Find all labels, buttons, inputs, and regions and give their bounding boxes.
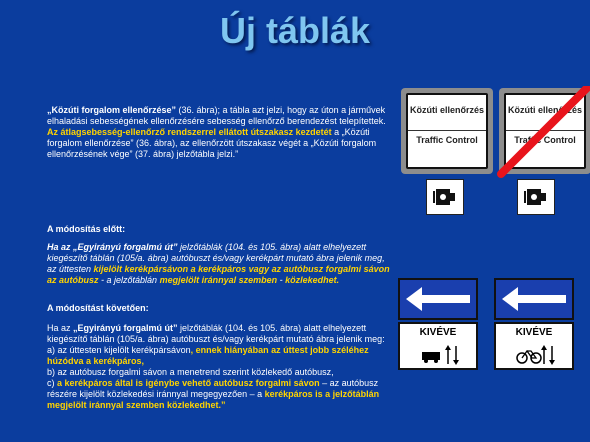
- quote-egyiranyu: Ha az „Egyirányú forgalmú út”: [47, 242, 178, 252]
- text: jelzőtáblák (104. és 105. ábra) alatt elhelyezett kiegészítő táblán (105/a. ábra) autóbuszt és/vagy kerékpárt mutató ábra jelenik meg:: [47, 323, 385, 344]
- text: (36. ábra); a tábla azt jelzi, hogy az úton a járművek elhaladási sebességének ellenőrzésére sebesség ellenőrző berendezést telepítettek.: [47, 105, 386, 126]
- supplementary-plate-bicycle: [494, 322, 574, 370]
- divider: [408, 130, 486, 131]
- sign-traffic-control: [401, 88, 493, 174]
- text: jelzőtáblák (104. és 105. ábra) alatt elhelyezett kiegészítő táblán (105/a. ábra) autóbuszt és/vagy kerékpárt mutató ábra jelenik meg, az úttesten: [47, 242, 385, 274]
- sign-face: [406, 93, 488, 169]
- paragraph-traffic-control: [47, 105, 397, 160]
- bus-icon: [418, 344, 462, 366]
- item-a: a) az úttesten kijelölt kerékpársávon: [47, 345, 191, 355]
- one-way-sign-bus: [398, 278, 478, 320]
- paragraph-after: [47, 323, 397, 411]
- slide-title: Új táblák: [219, 10, 371, 51]
- text: – az autóbusz részére kijelölt közlekedési iránnyal megegyezően – a: [47, 378, 379, 399]
- arrow-left-icon: [400, 280, 476, 318]
- supplementary-plate-bus: [398, 322, 478, 370]
- item-c-highlight-2: kerékpáros is a jelzőtáblán megjelölt iránnyal szemben közlekedhet.”: [47, 389, 380, 410]
- sign-en-text: Traffic Control: [416, 135, 478, 145]
- sign-traffic-control-end: [499, 88, 590, 174]
- item-b: b) az autóbusz forgalmi sávon a menetrend szerint közlekedő autóbusz,: [47, 367, 334, 377]
- speed-camera-icon: [427, 180, 463, 214]
- quote-egyiranyu-2: „Egyirányú forgalmú út”: [73, 323, 178, 333]
- heading-after: A módosítást követően:: [47, 303, 149, 313]
- heading-before: A módosítás előtt:: [47, 224, 126, 234]
- sign-hu-text: Közúti ellenőrzés: [409, 105, 484, 115]
- speed-camera-icon: [518, 180, 554, 214]
- item-c: c): [47, 378, 57, 388]
- text: a „Közúti forgalom ellenőrzése” (36. ábra), az ellenőrzött útszakasz végét a „Közúti forgalom ellenőrzésének vége” (37. ábra) jelzőtábla jelzi.”: [47, 127, 377, 159]
- highlight-savon: kijelölt kerékpársávon a kerékpáros vagy az autóbusz forgalmi sávon az autóbusz: [47, 264, 390, 285]
- item-a-highlight: , ennek hiányában az úttest jobb széléhez húzódva a kerékpáros,: [47, 345, 369, 366]
- highlight-irany: megjelölt iránnyal szemben: [159, 275, 278, 285]
- text: -: [277, 275, 286, 285]
- bicycle-icon: [514, 344, 558, 366]
- plate-text: KIVÉVE: [515, 327, 553, 338]
- red-slash-icon: [495, 86, 590, 178]
- one-way-sign-bicycle: [494, 278, 574, 320]
- item-c-highlight: a kerékpáros által is igénybe vehető autóbusz forgalmi sávon: [57, 378, 320, 388]
- camera-plate-end: [517, 179, 555, 215]
- plate-text: KIVÉVE: [419, 327, 457, 338]
- text: Ha az: [47, 323, 74, 333]
- camera-plate: [426, 179, 464, 215]
- sign-hu-text: Közúti ellenőrzés: [507, 105, 582, 115]
- sign-en-text: Traffic Control: [514, 135, 576, 145]
- paragraph-before: [47, 242, 392, 286]
- quote-kozuti: „Közúti forgalom ellenőrzése”: [47, 105, 177, 115]
- arrow-left-icon: [496, 280, 572, 318]
- highlight-kezdet: Az átlagsebesség-ellenőrző rendszerrel ellátott útszakasz kezdetét: [47, 127, 332, 137]
- text: - a jelzőtáblán: [98, 275, 160, 285]
- highlight-kozlekedhet: közlekedhet.: [285, 275, 340, 285]
